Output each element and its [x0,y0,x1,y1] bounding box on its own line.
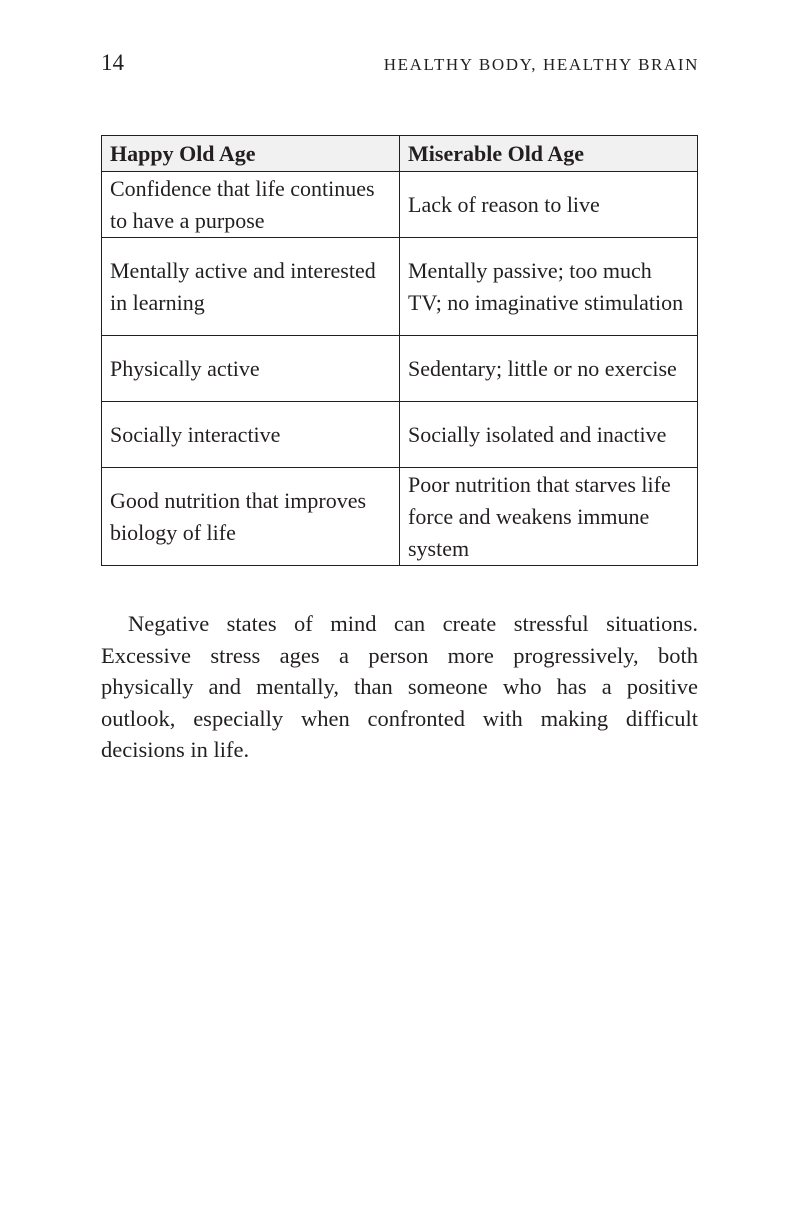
table-cell: Physically active [102,336,400,402]
running-head: HEALTHY BODY, HEALTHY BRAIN [383,55,699,74]
column-header-miserable: Miserable Old Age [400,136,698,172]
table-cell: Mentally active and interested in learning [102,238,400,336]
table-cell: Mentally passive; too much TV; no imaginative stimulation [400,238,698,336]
table-cell: Poor nutrition that starves life force and weakens immune system [400,468,698,566]
table-cell: Confidence that life continues to have a purpose [102,172,400,238]
table-cell: Sedentary; little or no exercise [400,336,698,402]
table-cell: Lack of reason to live [400,172,698,238]
table-row [102,172,698,238]
table-row [102,468,698,566]
table-row [102,402,698,468]
table-cell: Socially isolated and inactive [400,402,698,468]
table-cell: Socially interactive [102,402,400,468]
table-row [102,238,698,336]
body-paragraph: Negative states of mind can create stressful situations. Excessive stress ages a person more progressively, both physically and mentally, than someone who has a positive outlook, especially when confronted with making difficult decisions in life. [101,611,698,762]
column-header-happy: Happy Old Age [102,136,400,172]
table-row [102,336,698,402]
page-number: 14 [101,50,124,75]
comparison-table [101,135,698,566]
table-header-row [102,136,698,172]
table-cell: Good nutrition that improves biology of life [102,468,400,566]
